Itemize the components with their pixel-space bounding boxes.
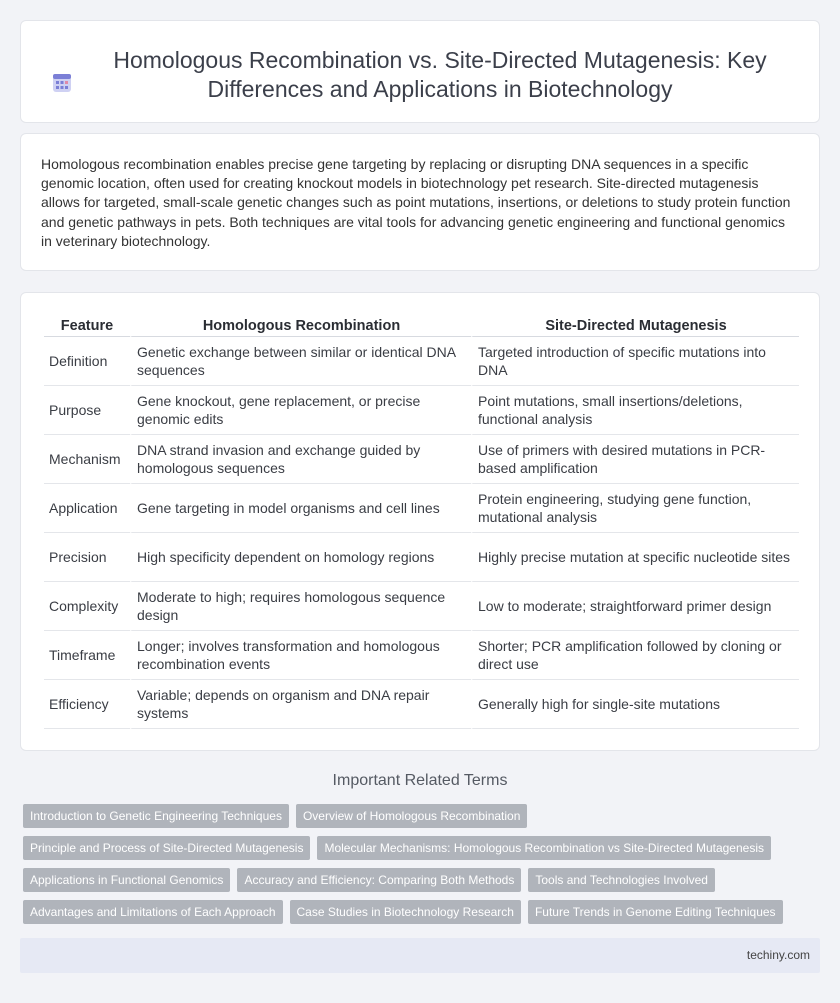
row-homologous: Genetic exchange between similar or identical DNA sequences: [130, 337, 471, 386]
footer: [20, 938, 820, 973]
row-homologous: Gene targeting in model organisms and cell lines: [130, 484, 471, 533]
table-row: [44, 386, 799, 435]
comparison-table: [44, 315, 799, 729]
related-term-link[interactable]: Advantages and Limitations of Each Approach: [23, 900, 283, 924]
table-row: [44, 484, 799, 533]
table-header-row: [44, 315, 799, 337]
row-feature: Application: [44, 484, 130, 533]
related-term-link[interactable]: Principle and Process of Site-Directed Mutagenesis: [23, 836, 310, 860]
row-feature: Purpose: [44, 386, 130, 435]
row-homologous: Gene knockout, gene replacement, or precise genomic edits: [130, 386, 471, 435]
related-term-link[interactable]: Accuracy and Efficiency: Comparing Both Methods: [237, 868, 521, 892]
tag-row: [23, 868, 813, 892]
row-homologous: Longer; involves transformation and homologous recombination events: [130, 631, 471, 680]
table-row: [44, 680, 799, 729]
row-site-directed: Generally high for single-site mutations: [471, 680, 799, 729]
related-term-link[interactable]: Overview of Homologous Recombination: [296, 804, 527, 828]
title-card: [20, 20, 820, 123]
intro-paragraph: Homologous recombination enables precise gene targeting by replacing or disrupting DNA sequences in a specific genomic location, often used for creating knockout models in biotechnology pet research. Site-directed mutagenesis allows for targeted, small-scale genetic changes such as point mutations, insertions, or deletions to study protein function and genetic pathways in pets. Both techniques are vital tools for advancing genetic engineering and functional genomics in veterinary biotechnology.: [41, 156, 791, 249]
row-site-directed: Shorter; PCR amplification followed by cloning or direct use: [471, 631, 799, 680]
row-homologous: Moderate to high; requires homologous sequence design: [130, 582, 471, 631]
related-term-link[interactable]: Future Trends in Genome Editing Techniques: [528, 900, 783, 924]
row-feature: Definition: [44, 337, 130, 386]
header-site-directed-mutagenesis: Site-Directed Mutagenesis: [471, 315, 799, 337]
row-site-directed: Highly precise mutation at specific nucleotide sites: [471, 533, 799, 582]
row-homologous: Variable; depends on organism and DNA repair systems: [130, 680, 471, 729]
related-term-link[interactable]: Introduction to Genetic Engineering Techniques: [23, 804, 289, 828]
related-term-link[interactable]: Case Studies in Biotechnology Research: [290, 900, 521, 924]
row-homologous: DNA strand invasion and exchange guided by homologous sequences: [130, 435, 471, 484]
tag-row: [23, 900, 813, 924]
row-site-directed: Point mutations, small insertions/deletions, functional analysis: [471, 386, 799, 435]
related-term-link[interactable]: Tools and Technologies Involved: [528, 868, 715, 892]
row-site-directed: Use of primers with desired mutations in PCR-based amplification: [471, 435, 799, 484]
row-site-directed: Targeted introduction of specific mutations into DNA: [471, 337, 799, 386]
tag-row: [23, 804, 813, 828]
row-site-directed: Low to moderate; straightforward primer design: [471, 582, 799, 631]
row-feature: Complexity: [44, 582, 130, 631]
row-feature: Timeframe: [44, 631, 130, 680]
table-row: [44, 435, 799, 484]
row-site-directed: Protein engineering, studying gene function, mutational analysis: [471, 484, 799, 533]
row-homologous: High specificity dependent on homology regions: [130, 533, 471, 582]
intro-card: [20, 133, 820, 271]
header-homologous-recombination: Homologous Recombination: [130, 315, 471, 337]
related-terms-heading: Important Related Terms: [332, 772, 508, 789]
related-terms-list: [23, 804, 813, 932]
table-row: [44, 582, 799, 631]
table-row: [44, 337, 799, 386]
row-feature: Precision: [44, 533, 130, 582]
tag-row: [23, 836, 813, 860]
header-feature: Feature: [44, 315, 130, 337]
table-row: [44, 631, 799, 680]
comparison-card: [20, 292, 820, 751]
related-term-link[interactable]: Applications in Functional Genomics: [23, 868, 230, 892]
row-feature: Efficiency: [44, 680, 130, 729]
table-row: [44, 533, 799, 582]
document-grid-icon: [51, 72, 73, 94]
page-title: Homologous Recombination vs. Site-Directed Mutagenesis: Key Differences and Applications in Biotechnology: [113, 47, 767, 102]
related-term-link[interactable]: Molecular Mechanisms: Homologous Recombination vs Site-Directed Mutagenesis: [317, 836, 771, 860]
row-feature: Mechanism: [44, 435, 130, 484]
footer-site-name[interactable]: techiny.com: [746, 948, 810, 962]
